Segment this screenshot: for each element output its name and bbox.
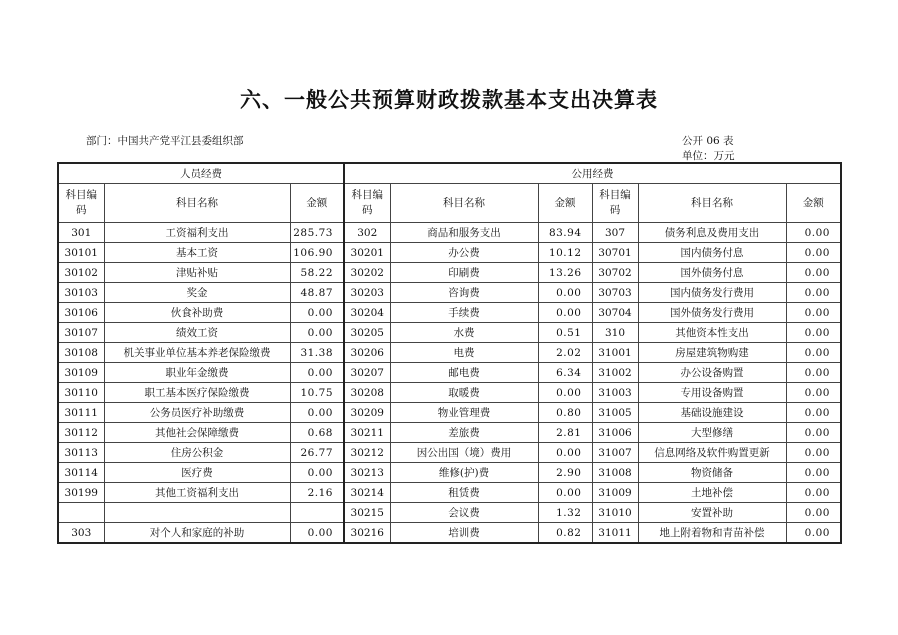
cell-code-1: 30107 xyxy=(58,323,104,343)
cell-code-2: 30204 xyxy=(344,303,390,323)
table-body xyxy=(58,163,841,543)
cell-code-2: 30216 xyxy=(344,523,390,544)
cell-code-1: 30111 xyxy=(58,403,104,423)
cell-code-2: 30211 xyxy=(344,423,390,443)
cell-amount-3: 0.00 xyxy=(786,523,841,544)
table-row xyxy=(58,343,841,363)
cell-code-1: 30112 xyxy=(58,423,104,443)
cell-code-2: 302 xyxy=(344,223,390,243)
cell-code-3: 31009 xyxy=(592,483,638,503)
cell-amount-3: 0.00 xyxy=(786,343,841,363)
cell-amount-2: 0.00 xyxy=(538,443,592,463)
cell-name-3: 国外债务发行费用 xyxy=(638,303,786,323)
cell-code-2: 30209 xyxy=(344,403,390,423)
cell-name-2: 物业管理费 xyxy=(390,403,538,423)
cell-amount-3: 0.00 xyxy=(786,263,841,283)
cell-amount-3: 0.00 xyxy=(786,423,841,443)
cell-code-1: 30109 xyxy=(58,363,104,383)
cell-amount-2: 83.94 xyxy=(538,223,592,243)
department-label: 部门：中国共产党平江县委组织部 xyxy=(86,135,244,147)
cell-name-3: 信息网络及软件购置更新 xyxy=(638,443,786,463)
col-code-2: 科目编码 xyxy=(344,184,390,223)
cell-name-2: 因公出国（境）费用 xyxy=(390,443,538,463)
cell-name-3: 国内债务付息 xyxy=(638,243,786,263)
cell-code-2: 30206 xyxy=(344,343,390,363)
cell-code-2: 30214 xyxy=(344,483,390,503)
cell-code-3: 310 xyxy=(592,323,638,343)
table-row xyxy=(58,483,841,503)
table-row xyxy=(58,523,841,544)
cell-name-2: 维修(护)费 xyxy=(390,463,538,483)
table-row xyxy=(58,223,841,243)
cell-code-2: 30215 xyxy=(344,503,390,523)
cell-name-3: 专用设备购置 xyxy=(638,383,786,403)
cell-name-3: 土地补偿 xyxy=(638,483,786,503)
cell-amount-1: 58.22 xyxy=(290,263,344,283)
cell-amount-2: 1.32 xyxy=(538,503,592,523)
cell-name-1: 对个人和家庭的补助 xyxy=(104,523,290,544)
cell-name-3: 其他资本性支出 xyxy=(638,323,786,343)
cell-code-3: 31003 xyxy=(592,383,638,403)
cell-amount-2: 0.00 xyxy=(538,303,592,323)
section-public: 公用经费 xyxy=(344,163,841,184)
cell-code-3: 31011 xyxy=(592,523,638,544)
cell-code-1: 30113 xyxy=(58,443,104,463)
page-title: 六、一般公共预算财政拨款基本支出决算表 xyxy=(240,88,658,112)
cell-amount-2: 10.12 xyxy=(538,243,592,263)
cell-amount-1: 31.38 xyxy=(290,343,344,363)
cell-code-1: 301 xyxy=(58,223,104,243)
cell-amount-1: 0.00 xyxy=(290,463,344,483)
cell-name-1: 住房公积金 xyxy=(104,443,290,463)
cell-name-1 xyxy=(104,503,290,523)
cell-name-3: 房屋建筑物购建 xyxy=(638,343,786,363)
cell-amount-2: 0.80 xyxy=(538,403,592,423)
cell-code-2: 30205 xyxy=(344,323,390,343)
table-row xyxy=(58,443,841,463)
cell-amount-2: 0.00 xyxy=(538,283,592,303)
table-row xyxy=(58,363,841,383)
col-amount-1: 金额 xyxy=(290,184,344,223)
cell-name-1: 工资福利支出 xyxy=(104,223,290,243)
cell-amount-3: 0.00 xyxy=(786,403,841,423)
cell-amount-1: 0.00 xyxy=(290,403,344,423)
cell-amount-3: 0.00 xyxy=(786,283,841,303)
cell-name-2: 培训费 xyxy=(390,523,538,544)
cell-code-3: 31006 xyxy=(592,423,638,443)
cell-amount-2: 0.00 xyxy=(538,383,592,403)
expenditure-table xyxy=(57,162,842,544)
cell-name-2: 租赁费 xyxy=(390,483,538,503)
table-row xyxy=(58,463,841,483)
col-name-1: 科目名称 xyxy=(104,184,290,223)
cell-amount-1: 48.87 xyxy=(290,283,344,303)
cell-amount-2: 2.02 xyxy=(538,343,592,363)
form-number: 公开 06 表 xyxy=(682,135,734,147)
cell-code-3: 30704 xyxy=(592,303,638,323)
cell-name-2: 水费 xyxy=(390,323,538,343)
cell-name-2: 商品和服务支出 xyxy=(390,223,538,243)
cell-amount-3: 0.00 xyxy=(786,323,841,343)
cell-code-3: 30703 xyxy=(592,283,638,303)
cell-code-1: 30114 xyxy=(58,463,104,483)
cell-amount-1: 0.00 xyxy=(290,303,344,323)
cell-code-2: 30213 xyxy=(344,463,390,483)
table-row xyxy=(58,403,841,423)
cell-name-2: 手续费 xyxy=(390,303,538,323)
cell-amount-2: 6.34 xyxy=(538,363,592,383)
cell-amount-3: 0.00 xyxy=(786,443,841,463)
col-name-2: 科目名称 xyxy=(390,184,538,223)
table-row xyxy=(58,263,841,283)
cell-name-2: 咨询费 xyxy=(390,283,538,303)
cell-amount-3: 0.00 xyxy=(786,223,841,243)
cell-name-1: 津贴补贴 xyxy=(104,263,290,283)
cell-code-3: 31007 xyxy=(592,443,638,463)
cell-amount-2: 0.00 xyxy=(538,483,592,503)
cell-name-1: 机关事业单位基本养老保险缴费 xyxy=(104,343,290,363)
cell-name-1: 公务员医疗补助缴费 xyxy=(104,403,290,423)
table-row xyxy=(58,503,841,523)
cell-code-1: 30108 xyxy=(58,343,104,363)
cell-name-2: 会议费 xyxy=(390,503,538,523)
cell-code-1: 30199 xyxy=(58,483,104,503)
cell-code-1: 30101 xyxy=(58,243,104,263)
cell-name-3: 债务利息及费用支出 xyxy=(638,223,786,243)
col-code-1: 科目编码 xyxy=(58,184,104,223)
cell-code-1: 30106 xyxy=(58,303,104,323)
cell-code-2: 30207 xyxy=(344,363,390,383)
cell-name-1: 职业年金缴费 xyxy=(104,363,290,383)
cell-amount-1: 0.00 xyxy=(290,323,344,343)
cell-amount-3: 0.00 xyxy=(786,503,841,523)
col-amount-3: 金额 xyxy=(786,184,841,223)
cell-name-1: 医疗费 xyxy=(104,463,290,483)
cell-amount-1: 106.90 xyxy=(290,243,344,263)
cell-amount-1: 0.00 xyxy=(290,363,344,383)
cell-name-1: 基本工资 xyxy=(104,243,290,263)
cell-name-3: 物资储备 xyxy=(638,463,786,483)
cell-name-2: 邮电费 xyxy=(390,363,538,383)
column-header-row xyxy=(58,184,841,223)
cell-amount-1: 0.68 xyxy=(290,423,344,443)
cell-amount-1: 2.16 xyxy=(290,483,344,503)
col-name-3: 科目名称 xyxy=(638,184,786,223)
cell-amount-1: 26.77 xyxy=(290,443,344,463)
cell-name-1: 其他工资福利支出 xyxy=(104,483,290,503)
cell-name-3: 大型修缮 xyxy=(638,423,786,443)
cell-code-1: 30110 xyxy=(58,383,104,403)
cell-amount-3: 0.00 xyxy=(786,303,841,323)
cell-code-3: 30702 xyxy=(592,263,638,283)
col-code-3: 科目编码 xyxy=(592,184,638,223)
cell-code-2: 30203 xyxy=(344,283,390,303)
cell-name-3: 地上附着物和青苗补偿 xyxy=(638,523,786,544)
cell-code-2: 30202 xyxy=(344,263,390,283)
cell-amount-2: 13.26 xyxy=(538,263,592,283)
cell-name-3: 安置补助 xyxy=(638,503,786,523)
table-row xyxy=(58,283,841,303)
cell-name-3: 办公设备购置 xyxy=(638,363,786,383)
cell-name-3: 基础设施建设 xyxy=(638,403,786,423)
cell-name-2: 电费 xyxy=(390,343,538,363)
cell-name-3: 国内债务发行费用 xyxy=(638,283,786,303)
cell-amount-2: 2.90 xyxy=(538,463,592,483)
cell-code-3: 31008 xyxy=(592,463,638,483)
cell-amount-1: 10.75 xyxy=(290,383,344,403)
cell-name-1: 绩效工资 xyxy=(104,323,290,343)
cell-code-3: 31002 xyxy=(592,363,638,383)
cell-amount-2: 2.81 xyxy=(538,423,592,443)
cell-name-1: 伙食补助费 xyxy=(104,303,290,323)
table-row xyxy=(58,243,841,263)
table-row xyxy=(58,303,841,323)
cell-amount-1: 0.00 xyxy=(290,523,344,544)
cell-code-3: 31001 xyxy=(592,343,638,363)
cell-code-1: 30103 xyxy=(58,283,104,303)
cell-code-2: 30212 xyxy=(344,443,390,463)
table-row xyxy=(58,383,841,403)
cell-amount-3: 0.00 xyxy=(786,243,841,263)
cell-name-1: 职工基本医疗保险缴费 xyxy=(104,383,290,403)
cell-amount-2: 0.51 xyxy=(538,323,592,343)
cell-name-1: 其他社会保障缴费 xyxy=(104,423,290,443)
cell-code-3: 30701 xyxy=(592,243,638,263)
cell-code-1: 30102 xyxy=(58,263,104,283)
cell-code-2: 30208 xyxy=(344,383,390,403)
section-personnel: 人员经费 xyxy=(58,163,344,184)
cell-name-2: 办公费 xyxy=(390,243,538,263)
cell-amount-3: 0.00 xyxy=(786,383,841,403)
cell-code-1 xyxy=(58,503,104,523)
cell-name-2: 印刷费 xyxy=(390,263,538,283)
section-header-row xyxy=(58,163,841,184)
cell-amount-2: 0.82 xyxy=(538,523,592,544)
cell-amount-3: 0.00 xyxy=(786,363,841,383)
cell-name-2: 差旅费 xyxy=(390,423,538,443)
cell-amount-1: 285.73 xyxy=(290,223,344,243)
cell-amount-3: 0.00 xyxy=(786,463,841,483)
unit-label: 单位：万元 xyxy=(682,150,735,162)
table-row xyxy=(58,423,841,443)
cell-code-3: 31010 xyxy=(592,503,638,523)
cell-name-1: 奖金 xyxy=(104,283,290,303)
table-row xyxy=(58,323,841,343)
cell-name-3: 国外债务付息 xyxy=(638,263,786,283)
cell-name-2: 取暖费 xyxy=(390,383,538,403)
cell-amount-1 xyxy=(290,503,344,523)
cell-code-3: 31005 xyxy=(592,403,638,423)
cell-code-3: 307 xyxy=(592,223,638,243)
cell-code-2: 30201 xyxy=(344,243,390,263)
col-amount-2: 金额 xyxy=(538,184,592,223)
cell-code-1: 303 xyxy=(58,523,104,544)
cell-amount-3: 0.00 xyxy=(786,483,841,503)
